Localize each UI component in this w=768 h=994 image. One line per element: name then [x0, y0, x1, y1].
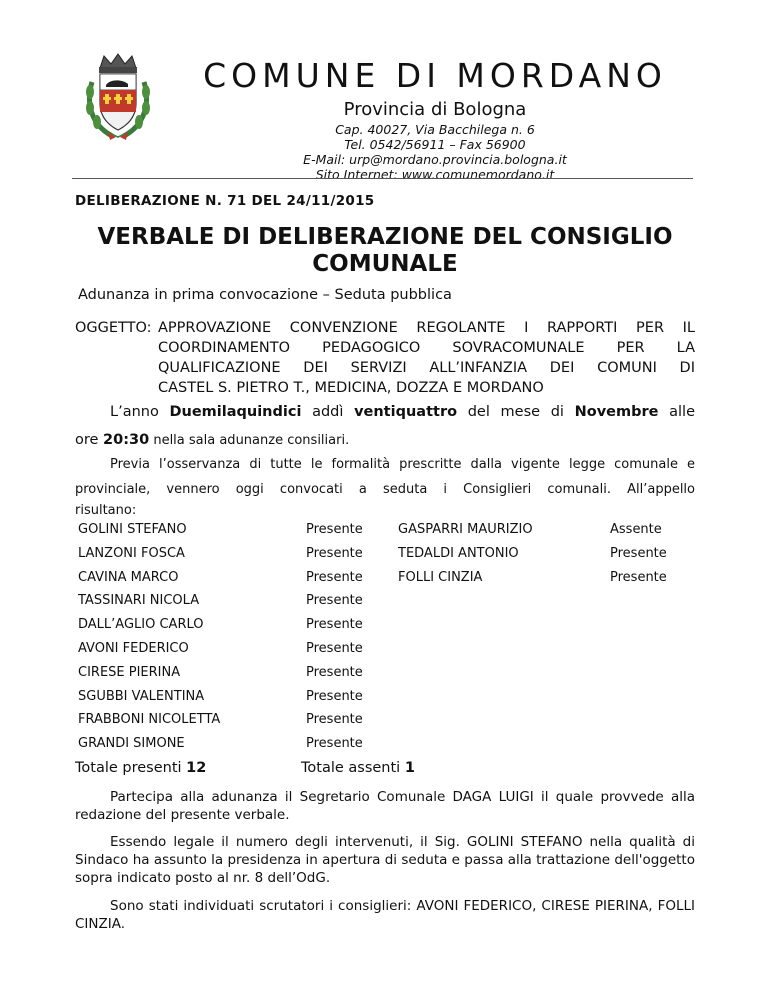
header-divider — [72, 178, 693, 179]
attendance-status: Presente — [306, 736, 363, 752]
councillor-name: CAVINA MARCO — [78, 569, 179, 585]
subject-line-2: COORDINAMENTO PEDAGOGICO SOVRACOMUNALE PER LA — [158, 340, 695, 356]
subject-text — [158, 318, 695, 398]
councillor-name: TASSINARI NICOLA — [78, 593, 200, 609]
quorum-paragraph: Essendo legale il numero degli intervenuti, il Sig. GOLINI STEFANO nella qualità di Sindaco ha assunto la presidenza in apertura di seduta e passa alla trattazione dell'oggetto sopra indicato posto al nr. 8 dell’OdG. — [75, 834, 695, 886]
total-present: Totale presenti 12 — [75, 760, 207, 776]
letterhead — [180, 56, 690, 182]
attendance-row — [78, 712, 698, 736]
attendance-row — [78, 593, 698, 617]
attendance-row — [78, 736, 698, 760]
scrutineers-paragraph: Sono stati individuati scrutatori i consiglieri: AVONI FEDERICO, CIRESE PIERINA, FOLLI CINZIA. — [75, 898, 695, 932]
subject-line-3: QUALIFICAZIONE DEI SERVIZI ALL’INFANZIA DEI COMUNI DI — [158, 360, 695, 376]
councillor-name: AVONI FEDERICO — [78, 641, 189, 656]
attendance-status: Presente — [306, 688, 363, 704]
attendance-status: Presente — [306, 641, 363, 656]
attendance-status: Presente — [610, 545, 667, 561]
attendance-status: Presente — [306, 545, 363, 561]
municipal-crest-icon — [82, 52, 154, 144]
attendance-row — [78, 617, 698, 641]
phone-fax: Tel. 0542/56911 – Fax 56900 — [344, 137, 526, 152]
title-line-1: VERBALE DI DELIBERAZIONE DEL CONSIGLIO — [97, 224, 673, 250]
province-name: Provincia di Bologna — [343, 99, 527, 120]
attendance-status: Presente — [306, 712, 363, 728]
subject-label: OGGETTO: — [75, 320, 152, 336]
website: Sito Internet: www.comunemordano.it — [315, 167, 555, 182]
convocation-line-2: provinciale, vennero oggi convocati a seduta i Consiglieri comunali. All’appello — [75, 482, 695, 497]
municipality-name: COMUNE DI MORDANO — [203, 56, 667, 95]
address: Cap. 40027, Via Bacchilega n. 6 — [335, 122, 535, 137]
councillor-name: LANZONI FOSCA — [78, 545, 185, 561]
attendance-row — [78, 546, 698, 570]
attendance-row — [78, 522, 698, 546]
title-line-2: COMUNALE — [312, 251, 458, 277]
session-type: Adunanza in prima convocazione – Seduta pubblica — [78, 287, 452, 303]
councillor-name: FOLLI CINZIA — [398, 569, 483, 585]
councillor-name: GOLINI STEFANO — [78, 522, 187, 537]
intro-line-1: L’anno Duemilaquindici addì ventiquattro del mese di Novembre alle — [110, 404, 695, 420]
councillor-name: FRABBONI NICOLETTA — [78, 712, 221, 728]
document-title — [75, 224, 695, 278]
secretary-paragraph: Partecipa alla adunanza il Segretario Comunale DAGA LUIGI il quale provvede alla redazione del presente verbale. — [75, 789, 695, 823]
total-absent: Totale assenti 1 — [301, 760, 415, 776]
councillor-name: DALL’AGLIO CARLO — [78, 617, 204, 633]
attendance-status: Presente — [306, 593, 363, 609]
convocation-paragraph — [75, 452, 695, 520]
convocation-line-3: risultano: — [75, 503, 137, 518]
attendance-status: Presente — [306, 522, 363, 537]
attendance-row — [78, 689, 698, 713]
attendance-row — [78, 570, 698, 594]
subject-line-4: CASTEL S. PIETRO T., MEDICINA, DOZZA E MORDANO — [158, 380, 544, 396]
attendance-status: Assente — [610, 522, 662, 537]
councillor-name: GASPARRI MAURIZIO — [398, 522, 533, 537]
councillor-name: SGUBBI VALENTINA — [78, 688, 205, 704]
attendance-row — [78, 641, 698, 665]
subject-block — [75, 318, 695, 398]
councillor-name: CIRESE PIERINA — [78, 664, 181, 680]
attendance-status: Presente — [306, 617, 363, 633]
email: E-Mail: urp@mordano.provincia.bologna.it — [303, 152, 567, 167]
attendance-row — [78, 665, 698, 689]
subject-line-1: APPROVAZIONE CONVENZIONE REGOLANTE I RAPPORTI PER IL — [158, 320, 695, 336]
intro-paragraph — [75, 400, 695, 453]
convocation-line-1: Previa l’osservanza di tutte le formalità prescritte dalla vigente legge comunale e — [110, 457, 695, 472]
attendance-status: Presente — [306, 569, 363, 585]
attendance-status: Presente — [610, 569, 667, 585]
deliberation-number: DELIBERAZIONE N. 71 DEL 24/11/2015 — [75, 193, 375, 209]
councillor-name: TEDALDI ANTONIO — [398, 545, 519, 561]
attendance-status: Presente — [306, 664, 363, 680]
intro-line-2: ore 20:30 nella sala adunanze consiliari. — [75, 432, 350, 448]
councillor-name: GRANDI SIMONE — [78, 736, 185, 752]
